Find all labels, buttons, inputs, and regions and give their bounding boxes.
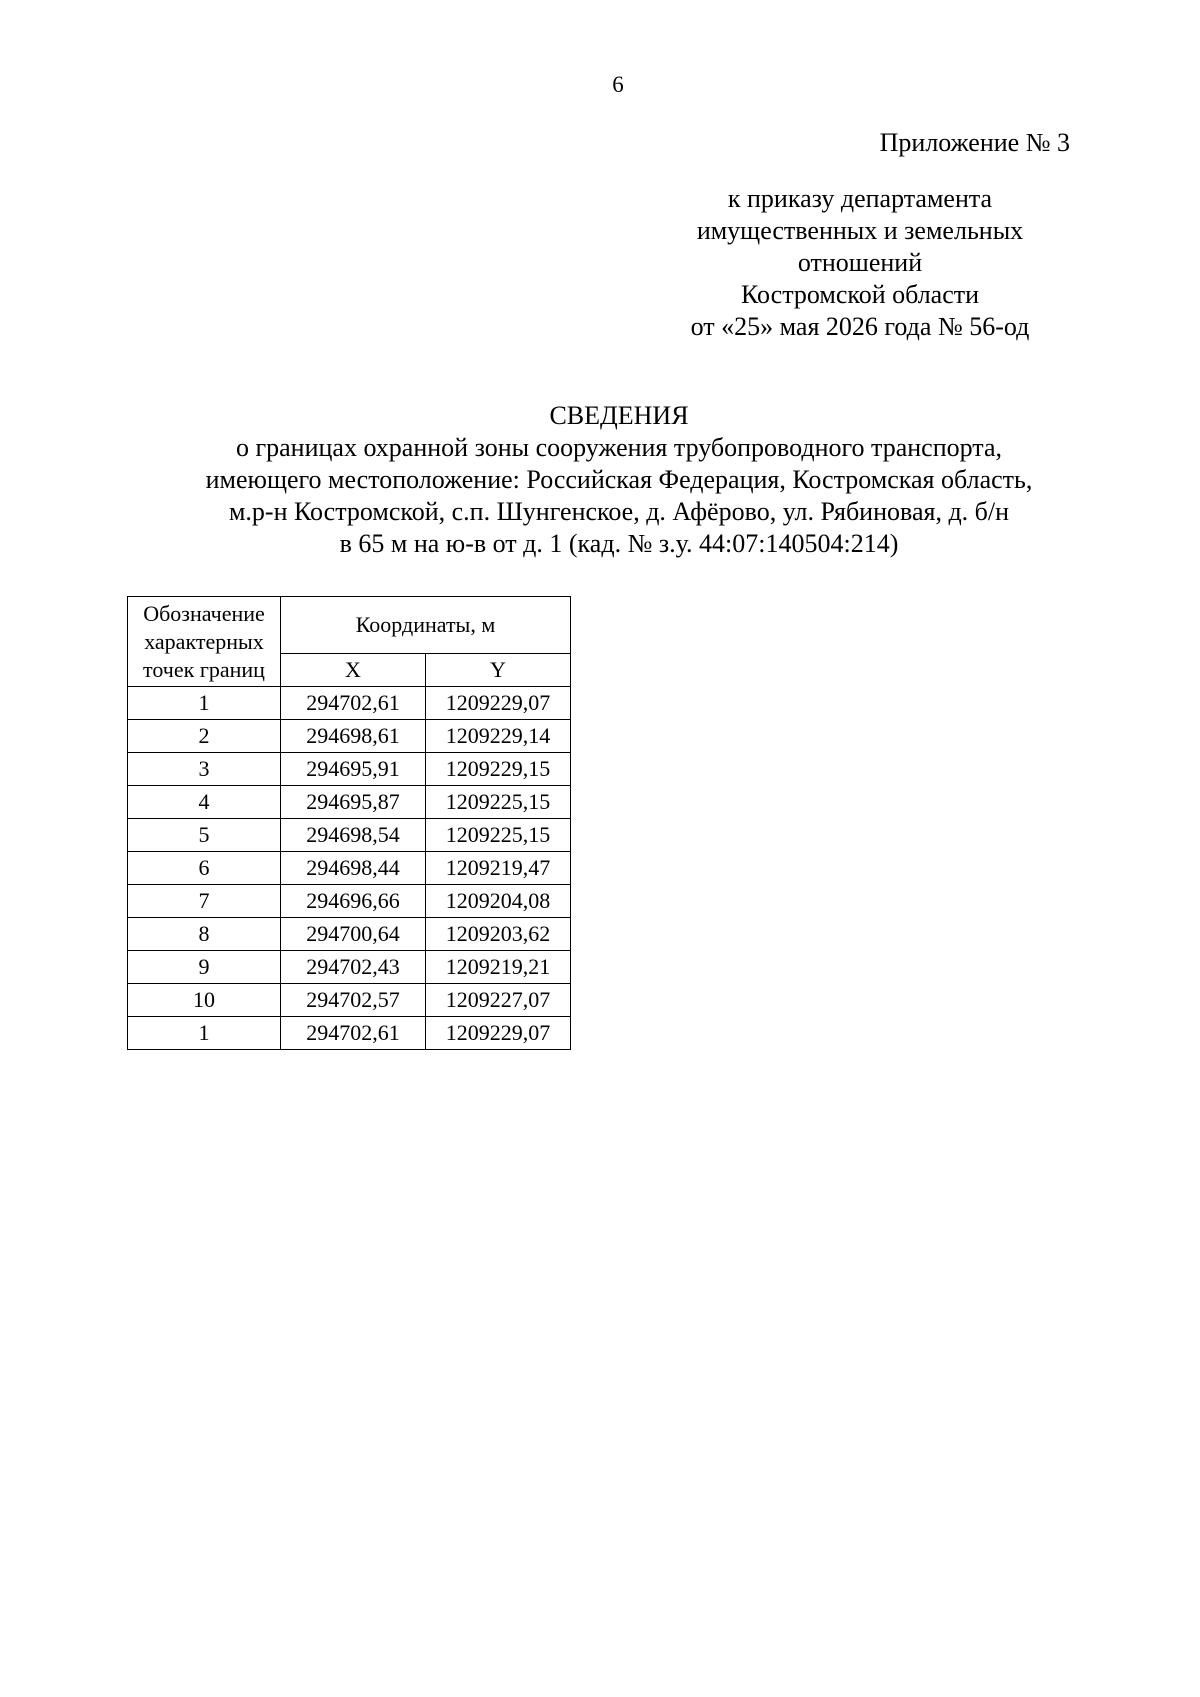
x-coordinate-cell: 294702,57 [281,984,426,1017]
y-coordinate-cell: 1209204,08 [426,885,571,918]
order-reference-line: к приказу департамента [727,184,993,213]
y-coordinate-cell: 1209229,07 [426,687,571,720]
point-cell: 3 [128,753,281,786]
point-cell: 2 [128,720,281,753]
x-coordinate-cell: 294702,43 [281,951,426,984]
y-coordinate-cell: 1209219,21 [426,951,571,984]
table-row [128,720,571,753]
point-cell: 6 [128,852,281,885]
point-header-line: точек границ [143,656,265,682]
order-reference-line: имущественных и земельных [696,216,1024,245]
coordinates-column-header: Координаты, м [281,597,571,654]
x-coordinate-cell: 294698,54 [281,819,426,852]
x-coordinate-cell: 294698,44 [281,852,426,885]
x-coordinate-cell: 294695,87 [281,786,426,819]
y-coordinate-cell: 1209225,15 [426,819,571,852]
document-title-block [80,400,1158,560]
document-title: СВЕДЕНИЯ [549,401,689,430]
subtitle-line: в 65 м на ю-в от д. 1 (кад. № з.у. 44:07:140504:214) [339,529,899,558]
point-cell: 10 [128,984,281,1017]
table-row [128,786,571,819]
table-row [128,1017,571,1050]
point-header-line: Обозначение [143,600,265,626]
y-coordinate-cell: 1209229,14 [426,720,571,753]
y-coordinate-cell: 1209219,47 [426,852,571,885]
order-reference-line: от «25» мая 2026 года № 56-од [690,312,1030,341]
table-row [128,819,571,852]
x-coordinate-cell: 294695,91 [281,753,426,786]
table-row [128,984,571,1017]
table-row [128,753,571,786]
y-coordinate-cell: 1209225,15 [426,786,571,819]
point-header-line: характерных [144,628,264,654]
y-coordinate-cell: 1209229,15 [426,753,571,786]
coordinates-table [127,596,571,1050]
y-column-header: Y [426,654,571,687]
table-row [128,687,571,720]
order-reference-line: Костромской области [740,280,980,309]
x-coordinate-cell: 294696,66 [281,885,426,918]
coordinates-table-body [128,687,571,1050]
y-coordinate-cell: 1209227,07 [426,984,571,1017]
order-reference [630,183,1090,343]
appendix-label: Приложение № 3 [879,128,1070,157]
x-coordinate-cell: 294698,61 [281,720,426,753]
table-row [128,885,571,918]
order-reference-line: отношений [797,248,923,277]
x-coordinate-cell: 294700,64 [281,918,426,951]
table-row [128,918,571,951]
point-cell: 8 [128,918,281,951]
table-row [128,951,571,984]
point-cell: 9 [128,951,281,984]
point-cell: 4 [128,786,281,819]
x-coordinate-cell: 294702,61 [281,1017,426,1050]
table-row [128,852,571,885]
subtitle-line: м.р-н Костромской, с.п. Шунгенское, д. Афёрово, ул. Рябиновая, д. б/н [228,497,1010,526]
subtitle-line: о границах охранной зоны сооружения трубопроводного транспорта, [235,433,1003,462]
point-cell: 7 [128,885,281,918]
y-coordinate-cell: 1209203,62 [426,918,571,951]
subtitle-line: имеющего местоположение: Российская Федерация, Костромская область, [205,465,1033,494]
point-column-header [128,597,281,687]
y-coordinate-cell: 1209229,07 [426,1017,571,1050]
page-number: 6 [612,72,624,97]
point-cell: 1 [128,1017,281,1050]
x-coordinate-cell: 294702,61 [281,687,426,720]
point-cell: 1 [128,687,281,720]
x-column-header: X [281,654,426,687]
point-cell: 5 [128,819,281,852]
